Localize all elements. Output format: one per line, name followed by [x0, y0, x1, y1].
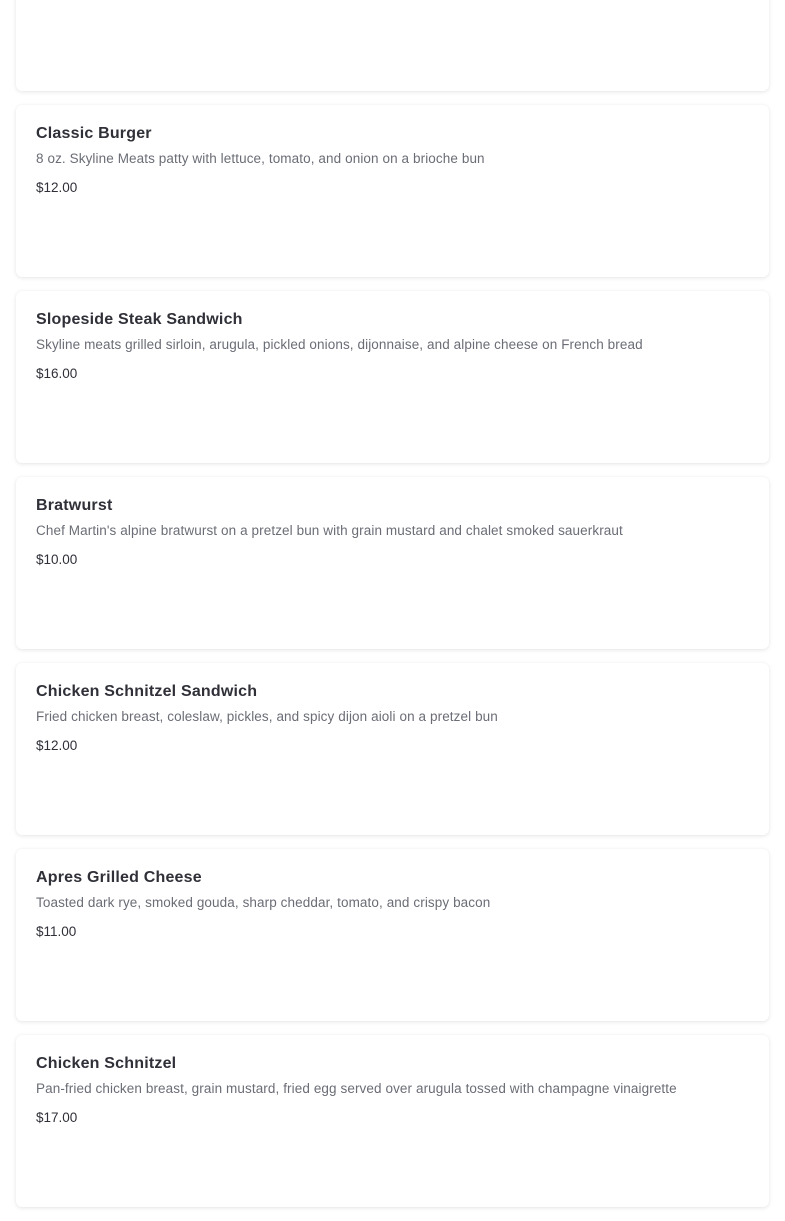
menu-item-list — [16, 0, 769, 1221]
menu-item-card[interactable] — [16, 0, 769, 91]
menu-item-description: Pan-fried chicken breast, grain mustard, fried egg served over arugula tossed with champagne vinaigrette — [36, 1081, 677, 1096]
menu-item-card[interactable] — [16, 105, 769, 277]
menu-item-card[interactable] — [16, 663, 769, 835]
menu-item-description: Toasted dark rye, smoked gouda, sharp cheddar, tomato, and crispy bacon — [36, 895, 491, 910]
menu-item-name: Chicken Schnitzel — [36, 1055, 177, 1072]
menu-item-name: Chicken Schnitzel Sandwich — [36, 683, 258, 700]
menu-item-name: Classic Burger — [36, 125, 152, 142]
menu-item-price: $11.00 — [36, 924, 77, 939]
menu-item-price: $16.00 — [36, 366, 78, 381]
menu-item-name: Slopeside Steak Sandwich — [36, 311, 243, 328]
menu-item-name: Bratwurst — [36, 497, 113, 514]
menu-item-card[interactable] — [16, 849, 769, 1021]
menu-item-name: Apres Grilled Cheese — [36, 869, 202, 886]
menu-item-description: Skyline meats grilled sirloin, arugula, pickled onions, dijonnaise, and alpine cheese on French bread — [36, 337, 643, 352]
menu-item-card[interactable] — [16, 1035, 769, 1207]
menu-item-card[interactable] — [16, 291, 769, 463]
menu-item-price: $12.00 — [36, 180, 78, 195]
menu-item-description: Fried chicken breast, coleslaw, pickles, and spicy dijon aioli on a pretzel bun — [36, 709, 498, 724]
menu-item-price: $10.00 — [36, 552, 78, 567]
menu-item-price: $12.00 — [36, 738, 78, 753]
menu-item-description: 8 oz. Skyline Meats patty with lettuce, tomato, and onion on a brioche bun — [36, 151, 485, 166]
menu-item-price: $17.00 — [36, 1110, 78, 1125]
menu-item-description: Chef Martin's alpine bratwurst on a pretzel bun with grain mustard and chalet smoked sauerkraut — [36, 523, 623, 538]
menu-item-card[interactable] — [16, 477, 769, 649]
